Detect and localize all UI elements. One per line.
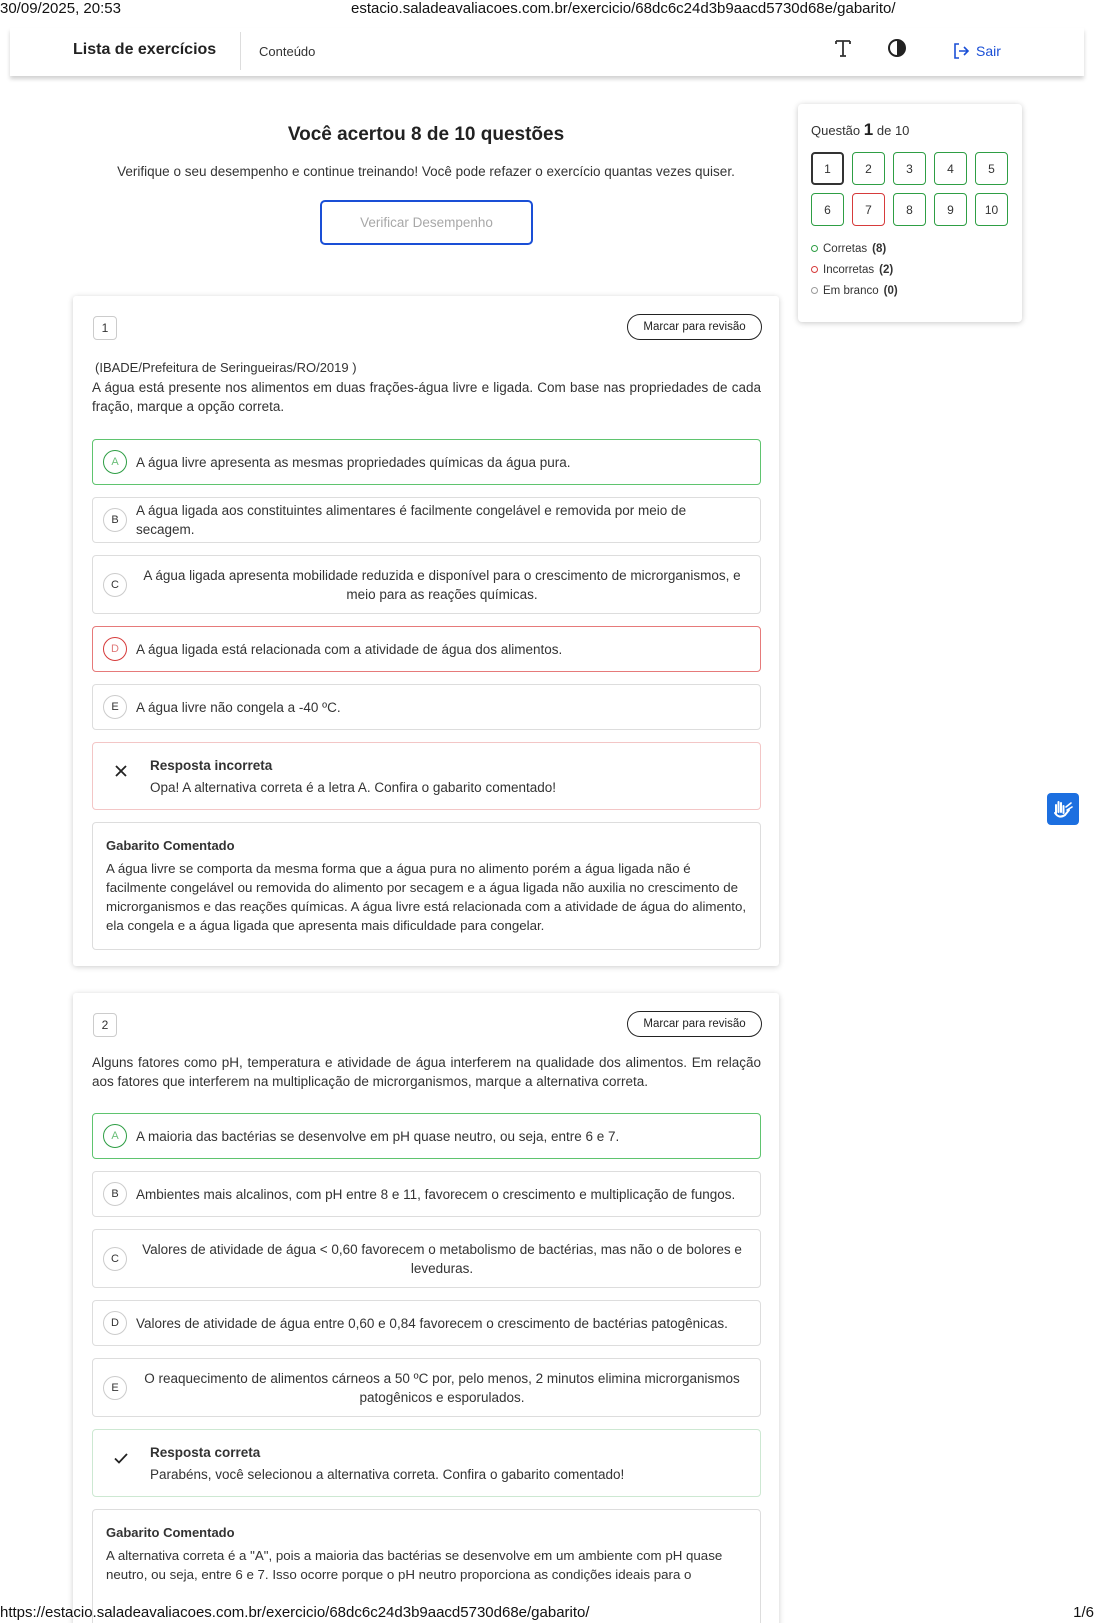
- feedback-title: Resposta correta: [150, 1445, 261, 1460]
- option-letter: E: [103, 1376, 127, 1400]
- question-text: Alguns fatores como pH, temperatura e atividade de água interferem na qualidade dos alimentos. Em relação aos fatores que interferem na multiplicação de microrganismos, marque a alternativa correta.: [92, 1055, 761, 1089]
- score-subtitle: Verifique o seu desempenho e continue treinando! Você pode refazer o exercício quantas vezes quiser.: [117, 164, 735, 179]
- question-card-1: [73, 296, 779, 966]
- option-letter: A: [103, 1124, 127, 1148]
- option-text: A água ligada está relacionada com a atividade de água dos alimentos.: [136, 641, 563, 657]
- option-d[interactable]: [92, 626, 761, 672]
- option-letter: C: [103, 1247, 127, 1271]
- option-e[interactable]: [92, 1358, 761, 1417]
- check-performance-button[interactable]: Verificar Desempenho: [320, 200, 533, 245]
- current-question-number: 1: [863, 120, 874, 139]
- question-card-2: [73, 993, 779, 1623]
- option-c[interactable]: [92, 555, 761, 614]
- current-question-label: [811, 120, 909, 140]
- question-button-4[interactable]: 4: [934, 152, 967, 185]
- content-link[interactable]: Conteúdo: [259, 44, 316, 59]
- feedback-message: Parabéns, você selecionou a alternativa correta. Confira o gabarito comentado!: [150, 1467, 625, 1482]
- commented-answer-text: A alternativa correta é a "A", pois a maioria das bactérias se desenvolve em um ambiente com pH quase neutro, ou seja, entre 6 e 7. Isso ocorre porque o pH neutro proporciona as condições ideais para o: [106, 1548, 723, 1582]
- commented-answer: [92, 822, 761, 950]
- option-e[interactable]: [92, 684, 761, 730]
- hands-icon: [1047, 793, 1079, 825]
- option-text: A água ligada apresenta mobilidade reduzida e disponível para o crescimento de microrganismos, e meio para as reações químicas.: [143, 567, 741, 602]
- option-letter: B: [103, 1182, 127, 1206]
- font-size-icon[interactable]: [832, 36, 854, 60]
- answer-feedback: [92, 1429, 761, 1497]
- question-prefix: Questão: [811, 123, 861, 138]
- option-letter: D: [103, 1311, 127, 1335]
- question-button-5[interactable]: 5: [975, 152, 1008, 185]
- question-source: (IBADE/Prefeitura de Seringueiras/RO/2019 ): [95, 360, 357, 375]
- print-footer: [0, 1604, 1094, 1623]
- question-button-2[interactable]: 2: [852, 152, 885, 185]
- option-a[interactable]: [92, 1113, 761, 1159]
- top-navbar: [10, 28, 1084, 76]
- option-letter: D: [103, 637, 127, 661]
- option-text: A água livre não congela a -40 ºC.: [136, 699, 341, 715]
- legend-correct-count: (8): [872, 242, 887, 255]
- question-button-8[interactable]: 8: [893, 193, 926, 226]
- legend-blank: [811, 280, 898, 301]
- option-letter: A: [103, 450, 127, 474]
- question-navigator: [798, 104, 1022, 322]
- option-letter: B: [103, 508, 127, 532]
- question-button-9[interactable]: 9: [934, 193, 967, 226]
- question-total: de 10: [876, 123, 910, 138]
- mark-review-button[interactable]: Marcar para revisão: [627, 314, 762, 340]
- logout-icon: [952, 42, 970, 60]
- close-icon: [113, 763, 129, 779]
- option-text: Valores de atividade de água entre 0,60 e 0,84 favorecem o crescimento de bactérias patogênicas.: [136, 1315, 728, 1331]
- option-b[interactable]: [92, 1171, 761, 1217]
- question-button-7[interactable]: 7: [852, 193, 885, 226]
- option-text: Ambientes mais alcalinos, com pH entre 8 e 11, favorecem o crescimento e multiplicação de fungos.: [136, 1186, 736, 1202]
- commented-answer-title: Gabarito Comentado: [106, 838, 235, 853]
- commented-answer-text: A água livre se comporta da mesma forma que a água pura no alimento porém a água ligada não é facilmente congelável ou removida do alimento por secagem e a água ligada não auxilia no crescimento de microrganismos e das reações químicas. A água livre está relacionada com a atividade de água do alimento, ela congela e a água ligada que apresenta mais dificuldade para congelar.: [106, 861, 747, 933]
- logout-label: Sair: [976, 43, 1001, 59]
- legend: [811, 238, 898, 301]
- option-text: Valores de atividade de água < 0,60 favorecem o metabolismo de bactérias, mas não o de bolores e leveduras.: [142, 1241, 742, 1276]
- legend-correct-label: Corretas: [823, 242, 868, 255]
- question-button-3[interactable]: 3: [893, 152, 926, 185]
- sign-language-button[interactable]: [1047, 793, 1079, 825]
- option-text: A maioria das bactérias se desenvolve em pH quase neutro, ou seja, entre 6 e 7.: [136, 1128, 620, 1144]
- contrast-icon[interactable]: [886, 37, 908, 59]
- question-number: 1: [93, 316, 117, 340]
- option-text: A água ligada aos constituintes alimentares é facilmente congelável e removida por meio de secagem.: [136, 503, 687, 537]
- incorrect-dot-icon: [811, 266, 818, 273]
- logout-button[interactable]: [952, 40, 1001, 62]
- option-b[interactable]: [92, 497, 761, 543]
- print-footer-url: https://estacio.saladeavaliacoes.com.br/exercicio/68dc6c24d3b9aacd5730d68e/gabarito/: [0, 1604, 590, 1621]
- option-a[interactable]: [92, 439, 761, 485]
- option-letter: E: [103, 695, 127, 719]
- score-title: Você acertou 8 de 10 questões: [287, 124, 565, 145]
- legend-blank-label: Em branco: [823, 284, 879, 297]
- question-button-6[interactable]: 6: [811, 193, 844, 226]
- feedback-title: Resposta incorreta: [150, 758, 273, 773]
- mark-review-button[interactable]: Marcar para revisão: [627, 1011, 762, 1037]
- question-number: 2: [93, 1013, 117, 1037]
- answer-feedback: [92, 742, 761, 810]
- question-button-10[interactable]: 10: [975, 193, 1008, 226]
- check-icon: [113, 1450, 129, 1466]
- question-text: A água está presente nos alimentos em duas frações-água livre e ligada. Com base nas propriedades de cada fração, marque a opção correta.: [92, 380, 761, 414]
- commented-answer-title: Gabarito Comentado: [106, 1525, 235, 1540]
- print-datetime: 30/09/2025, 20:53: [0, 0, 121, 17]
- correct-dot-icon: [811, 245, 818, 252]
- page-title: Lista de exercícios: [73, 41, 217, 58]
- question-grid: [811, 152, 1011, 226]
- blank-dot-icon: [811, 287, 818, 294]
- print-header: [0, 0, 1094, 18]
- legend-incorrect-count: (2): [879, 263, 894, 276]
- feedback-message: Opa! A alternativa correta é a letra A. Confira o gabarito comentado!: [150, 780, 556, 795]
- option-d[interactable]: [92, 1300, 761, 1346]
- option-letter: C: [103, 573, 127, 597]
- option-c[interactable]: [92, 1229, 761, 1288]
- option-text: O reaquecimento de alimentos cárneos a 50 ºC por, pelo menos, 2 minutos elimina microrganismos patogênicos e esporulados.: [144, 1370, 740, 1405]
- option-text: A água livre apresenta as mesmas propriedades químicas da água pura.: [136, 454, 571, 470]
- print-page-number: 1/6: [1073, 1604, 1094, 1621]
- legend-incorrect-label: Incorretas: [823, 263, 875, 276]
- navbar-divider: [240, 32, 241, 70]
- legend-correct: [811, 238, 898, 259]
- legend-incorrect: [811, 259, 898, 280]
- print-url: estacio.saladeavaliacoes.com.br/exercicio/68dc6c24d3b9aacd5730d68e/gabarito/: [351, 0, 896, 17]
- question-button-1[interactable]: 1: [811, 152, 844, 185]
- legend-blank-count: (0): [883, 284, 898, 297]
